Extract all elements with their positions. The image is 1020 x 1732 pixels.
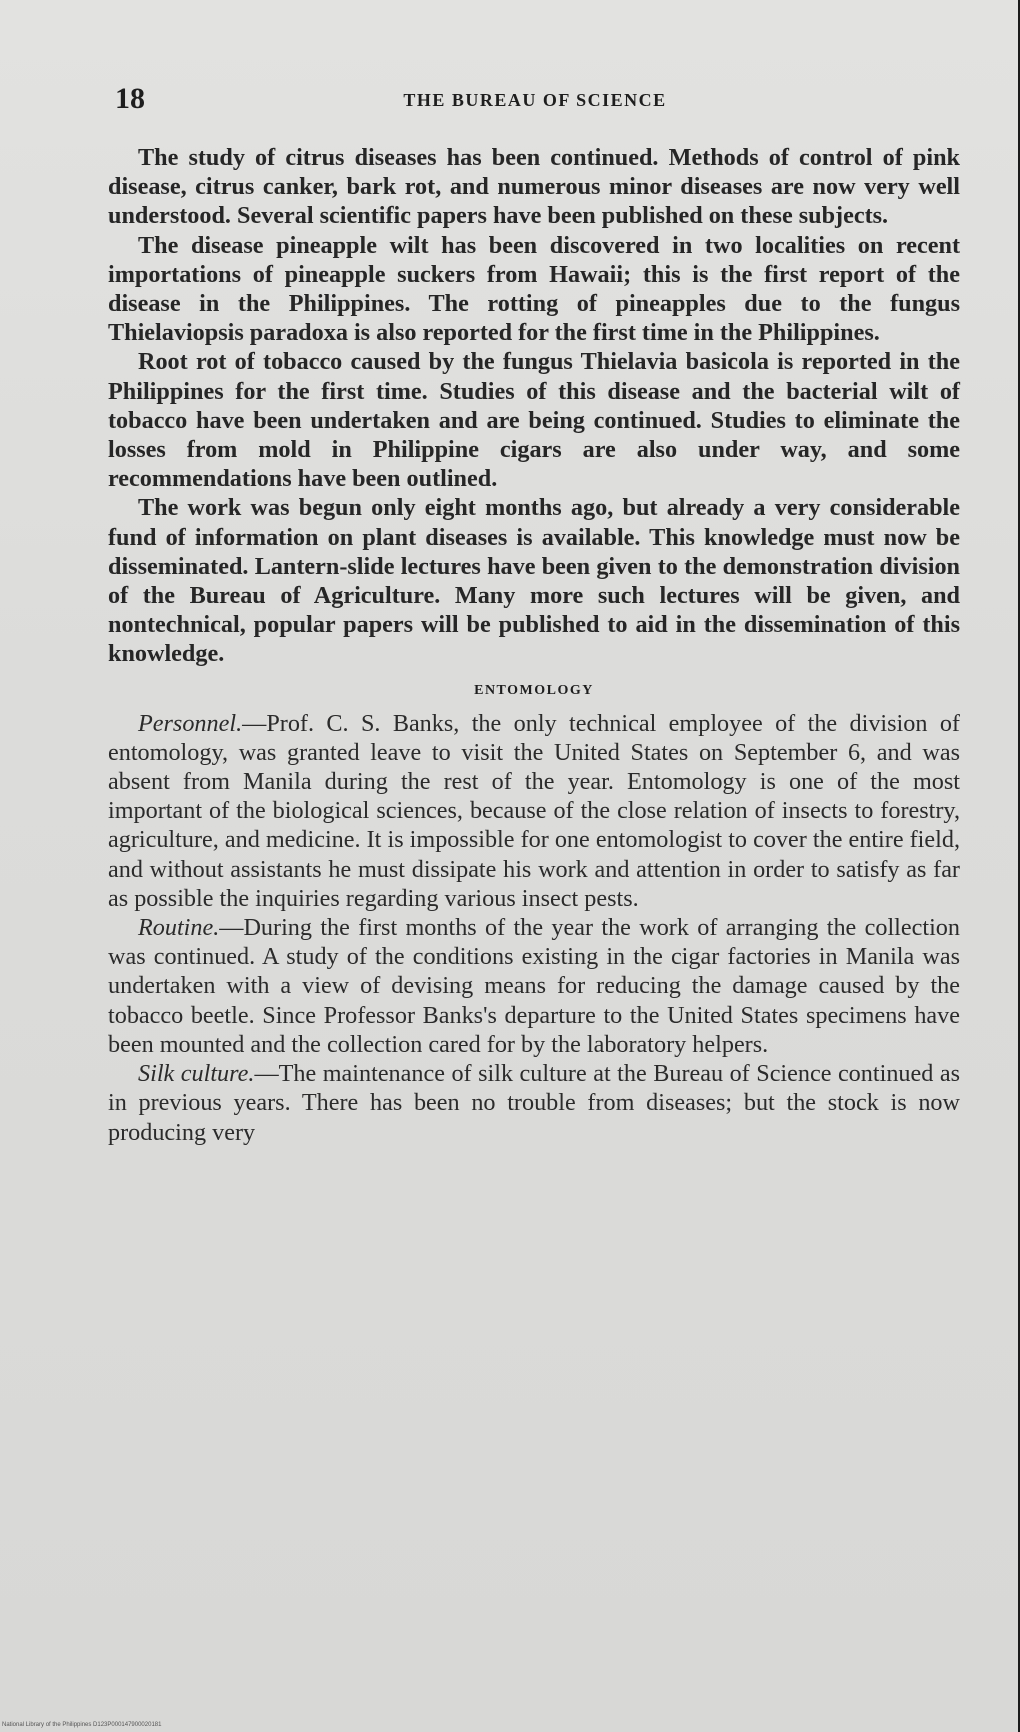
paragraph-dissemination: The work was begun only eight months ago, but already a very considerable fund of information on plant diseases is available. This knowledge must now be disseminated. Lantern-slide lectures have been given to the demonstration division of the Bureau of Agriculture. Many more such lectures will be given, and nontechnical, popular papers will be published to aid in the dissemination of this knowledge. [108, 494, 960, 668]
page-number: 18 [115, 82, 145, 115]
paragraph-routine [108, 913, 960, 1059]
paragraph-lead-silk: Silk culture. [138, 1060, 255, 1088]
body-text [108, 143, 960, 1147]
paragraph-personnel [108, 709, 960, 913]
page-header [115, 82, 955, 122]
paragraph-citrus-diseases: The study of citrus diseases has been continued. Methods of control of pink disease, citrus canker, bark rot, and numerous minor diseases are now very well understood. Several scientific papers have been published on these subjects. [108, 144, 960, 230]
paragraph-pineapple-wilt: The disease pineapple wilt has been discovered in two localities on recent importations of pineapple suckers from Hawaii; this is the first report of the disease in the Philippines. The rotting of pineapples due to the fungus Thielaviopsis paradoxa is also reported for the first time in the Philippines. [108, 231, 960, 347]
paragraph-silk-culture [108, 1059, 960, 1147]
paragraph-lead-routine: Routine. [138, 914, 220, 942]
scan-footer: National Library of the Philippines D123P000147900020181 [2, 1722, 162, 1728]
section-heading-entomology: ENTOMOLOGY [474, 682, 594, 698]
running-head: THE BUREAU OF SCIENCE [403, 90, 667, 110]
paragraph-tobacco-root-rot: Root rot of tobacco caused by the fungus Thielavia basicola is reported in the Philippines for the first time. Studies of this disease and the bacterial wilt of tobacco have been undertaken and are being continued. Studies to eliminate the losses from mold in Philippine cigars are also under way, and some recommendations have been outlined. [108, 348, 960, 493]
paragraph-text-silk: —The maintenance of silk culture at the Bureau of Science continued as in previous years. There has been no trouble from diseases; but the stock is now producing very [108, 1060, 960, 1146]
paragraph-text-personnel: —Prof. C. S. Banks, the only technical employee of the division of entomology, was granted leave to visit the United States on September 6, and was absent from Manila during the rest of the year. Entomology is one of the most important of the biological sciences, because of the close relation of insects to forestry, agriculture, and medicine. It is impossible for one entomologist to cover the entire field, and without assistants he must dissipate his work and attention in order to satisfy as far as possible the inquiries regarding various insect pests. [108, 709, 960, 912]
paragraph-lead-personnel: Personnel. [138, 709, 243, 737]
paragraph-text-routine: —During the first months of the year the work of arranging the collection was continued. A study of the conditions existing in the cigar factories in Manila was undertaken with a view of devising means for reducing the damage caused by the tobacco beetle. Since Professor Banks's departure to the United States specimens have been mounted and the collection cared for by the laboratory helpers. [108, 914, 960, 1058]
